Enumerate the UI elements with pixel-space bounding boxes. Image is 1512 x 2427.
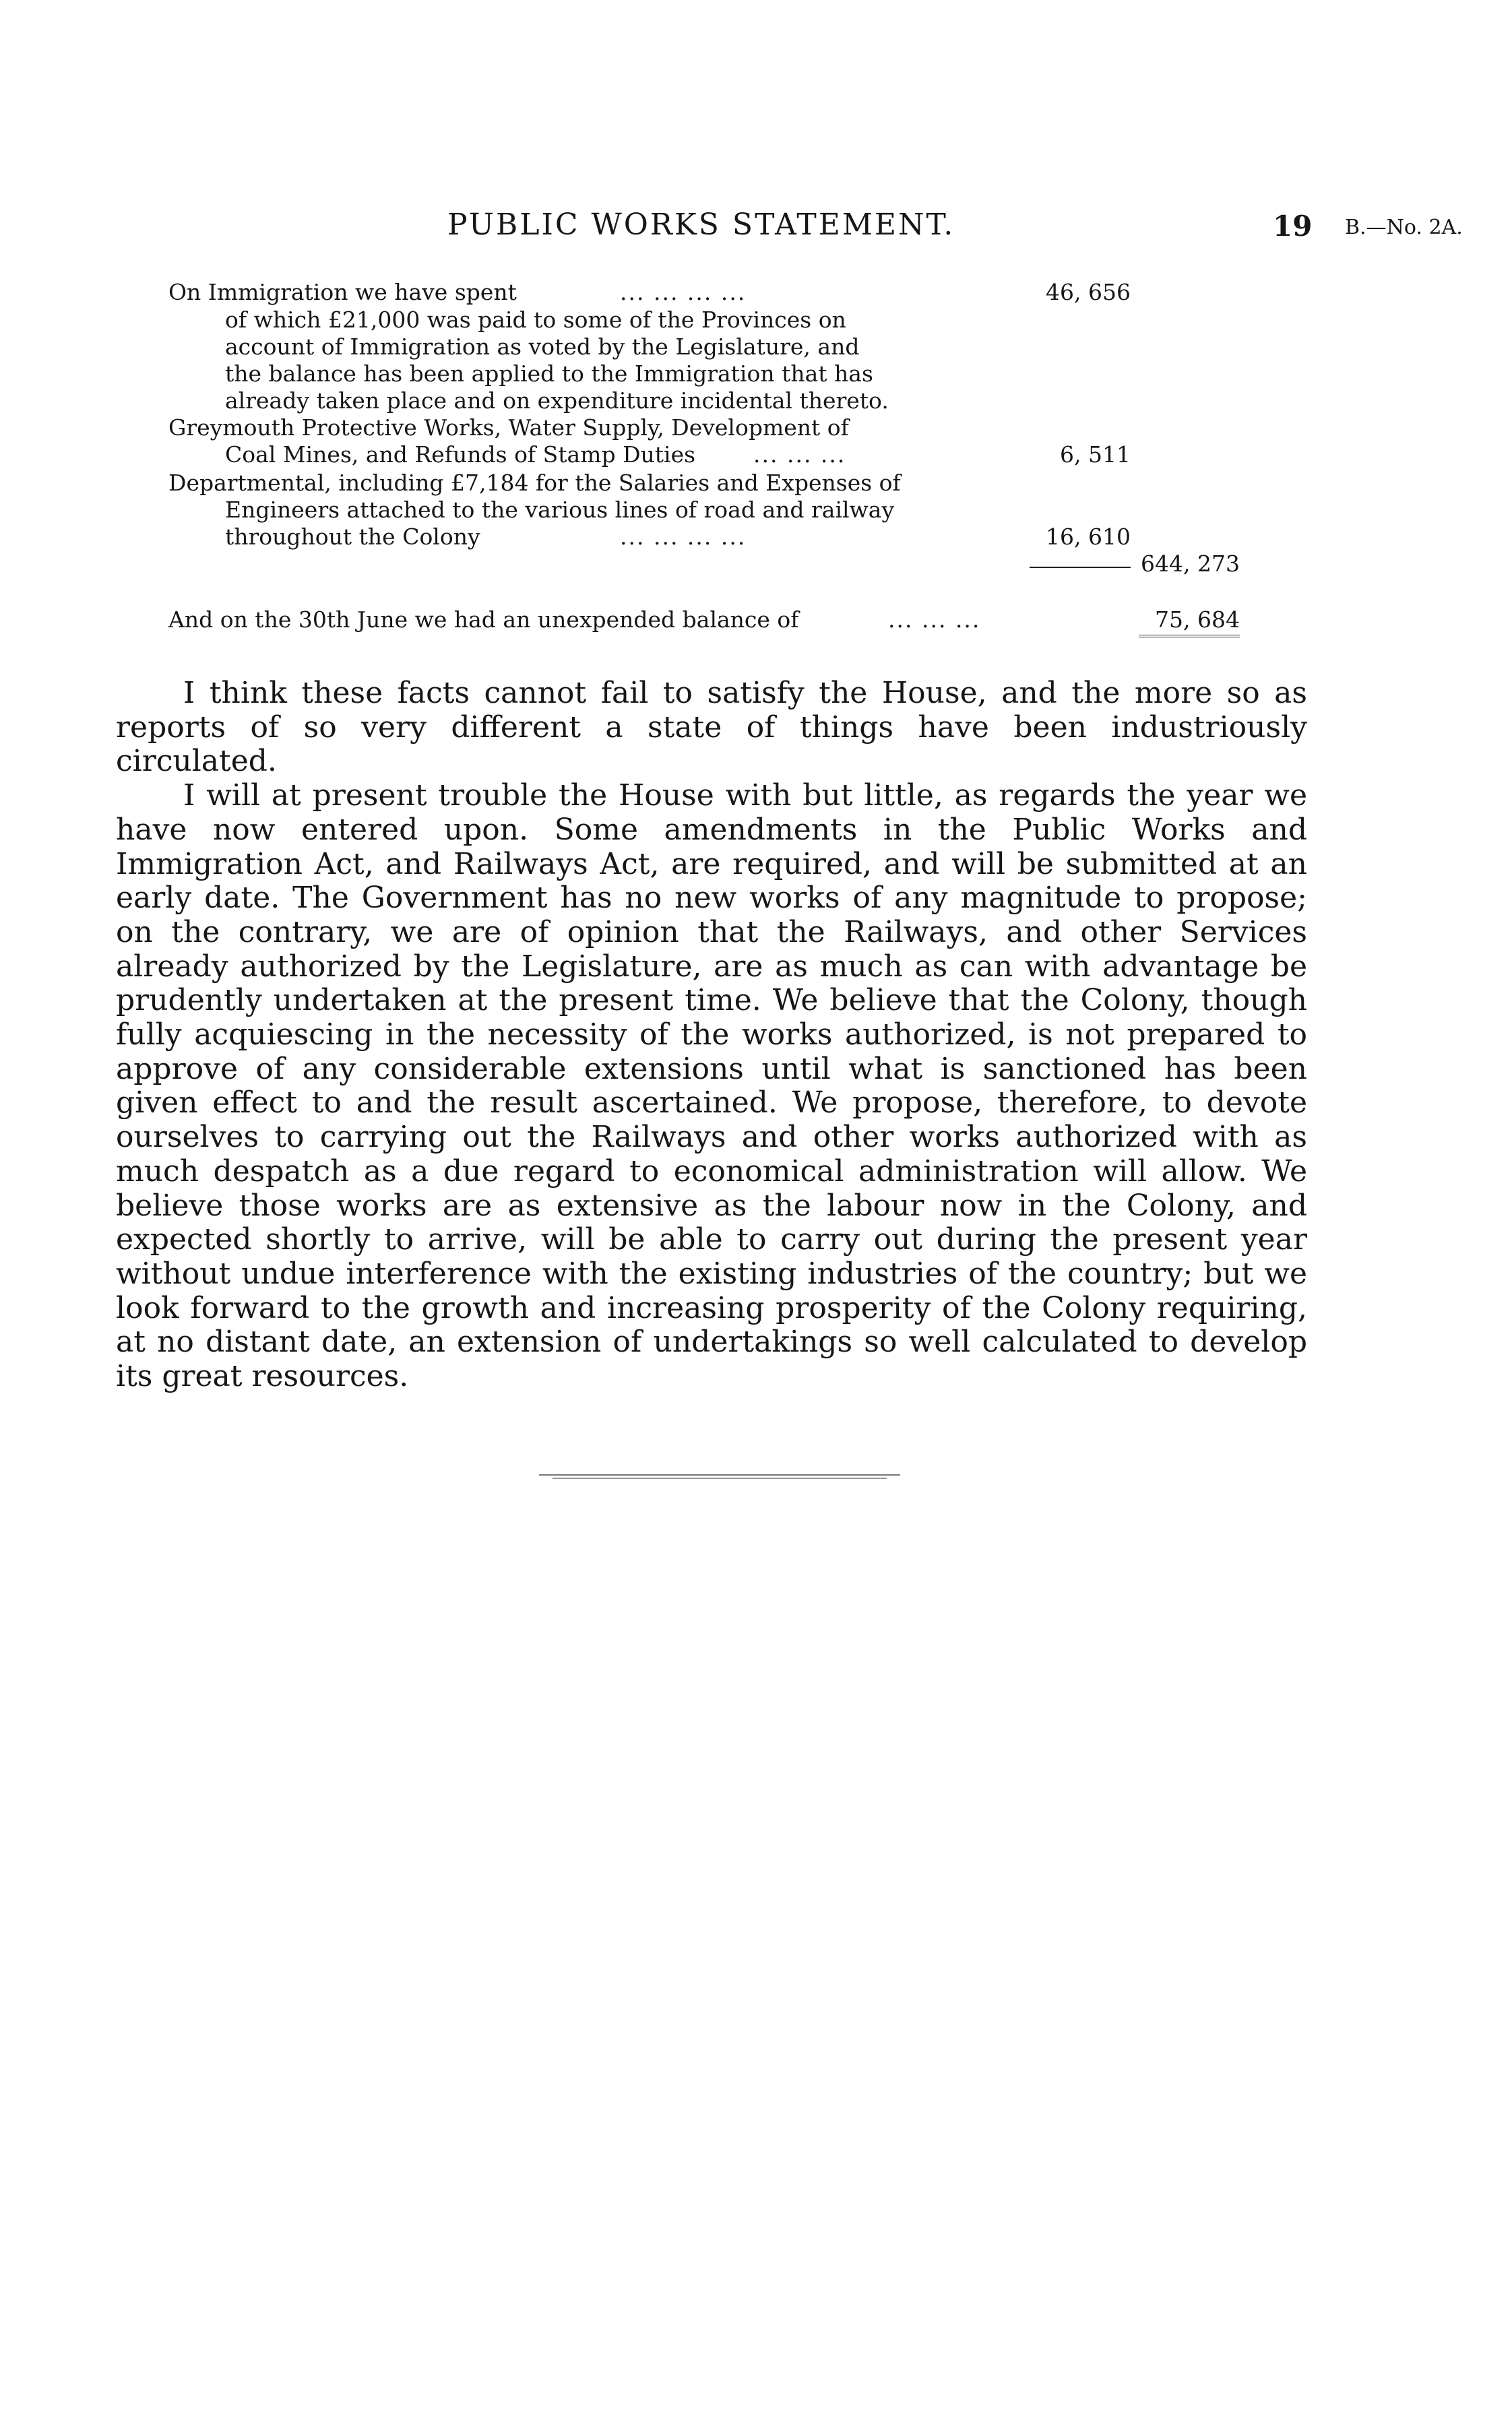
- departmental-line: Departmental, including £7,184 for the Salaries and Expenses of: [168, 470, 901, 496]
- immigration-note-line: the balance has been applied to the Immigration that has: [225, 360, 873, 387]
- departmental-amount: 16, 610: [1046, 524, 1131, 550]
- statement-body: [116, 676, 1307, 1394]
- balance-label: And on the 30th June we had an unexpended balance of: [168, 606, 799, 633]
- greymouth-line: Coal Mines, and Refunds of Stamp Duties: [225, 441, 696, 468]
- paragraph: I think these facts cannot fail to satisfy the House, and the more so as reports of so very different a state of things have been industriously circulated.: [116, 676, 1307, 779]
- immigration-note-line: of which £21,000 was paid to some of the Provinces on: [225, 307, 846, 333]
- departmental-line: Engineers attached to the various lines of road and railway: [225, 497, 895, 523]
- greymouth-amount: 6, 511: [1060, 441, 1131, 468]
- balance-leader-dots: ... ... ...: [888, 606, 981, 633]
- immigration-note-line: account of Immigration as voted by the Legislature, and: [225, 334, 860, 360]
- immigration-label: On Immigration we have spent: [168, 279, 517, 305]
- paragraph: I will at present trouble the House with but little, as regards the year we have now entered upon. Some amendments in the Public Works and Immigration Act, and Railways Act, are required, and will be submitted at an early date. The Government has no new works of any magnitude to propose; on the contrary, we are of opinion that the Railways, and other Services already authorized by the Legislature, are as much as can with advantage be prudently undertaken at the present time. We believe that the Colony, though fully acquiescing in the necessity of the works authorized, is not prepared to approve of any considerable extensions until what is sanctioned has been given effect to and the result ascertained. We propose, therefore, to devote ourselves to carrying out the Railways and other works authorized with as much despatch as a due regard to economical administration will allow. We believe those works are as extensive as the labour now in the Colony, and expected shortly to arrive, will be able to carry out during the present year without undue interference with the existing industries of the country; but we look forward to the growth and increasing prosperity of the Colony requiring, at no distant date, an extension of undertakings so well calculated to develop its great resources.: [116, 778, 1307, 1394]
- closing-rule-line: [553, 1478, 887, 1479]
- departmental-leader-dots: ... ... ... ...: [620, 524, 747, 550]
- immigration-amount: 46, 656: [1046, 279, 1131, 305]
- closing-rule: [539, 1474, 900, 1481]
- page-number: 19: [1273, 210, 1313, 243]
- immigration-note-line: already taken place and on expenditure incidental thereto.: [225, 387, 889, 414]
- page-title: PUBLIC WORKS STATEMENT.: [447, 208, 955, 242]
- total-expenditure-amount: 644, 273: [1141, 550, 1240, 577]
- paper-reference: B.—No. 2A.: [1345, 216, 1463, 239]
- closing-rule-line: [539, 1474, 900, 1476]
- balance-double-rule: [1139, 635, 1240, 637]
- departmental-line: throughout the Colony: [225, 524, 480, 550]
- unexpended-balance-amount: 75, 684: [1155, 606, 1240, 633]
- greymouth-leader-dots: ... ... ...: [753, 441, 846, 468]
- immigration-leader-dots: ... ... ... ...: [620, 279, 747, 305]
- subtotal-rule: [1030, 567, 1131, 568]
- greymouth-line: Greymouth Protective Works, Water Supply, Development of: [168, 414, 849, 441]
